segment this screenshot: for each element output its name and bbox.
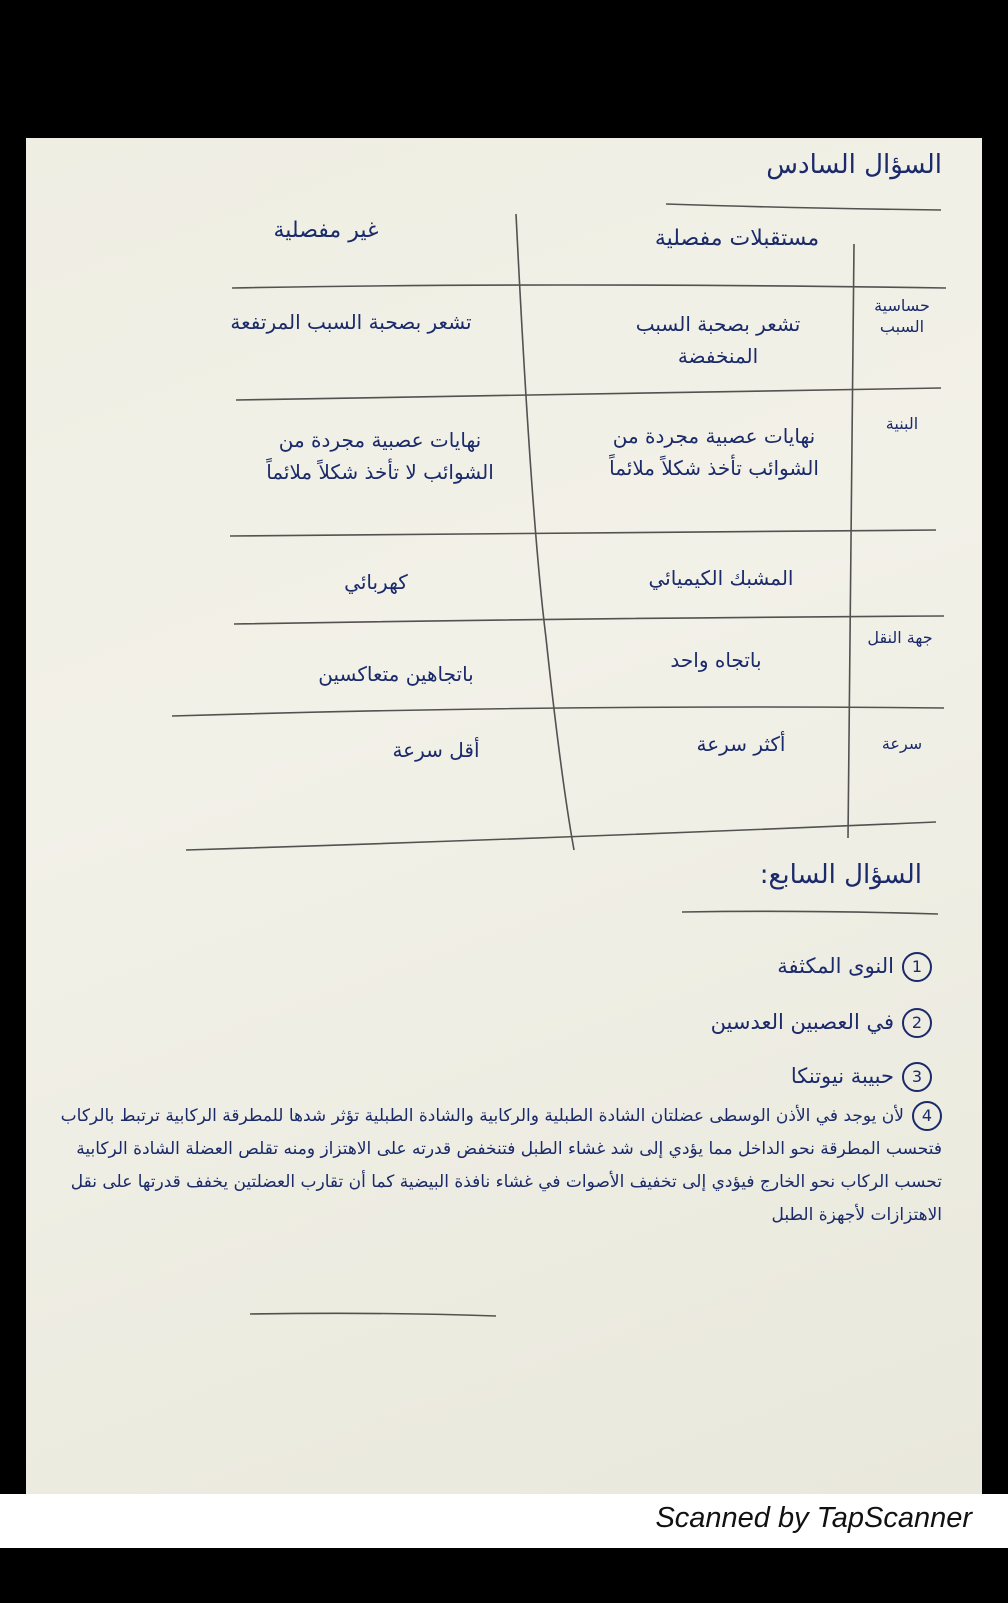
row-label-sensitivity: حساسية السبب <box>874 296 930 336</box>
col-header-nonarticular: غير مفصلية <box>273 218 379 243</box>
row3-col2: كهربائي <box>344 570 408 594</box>
row1-col1: تشعر بصحبة السبب المنخفضة <box>635 312 801 368</box>
answer-number-4: 4 <box>912 1101 942 1131</box>
row2-col1: نهايات عصبية مجردة من الشوائب تأخذ شكلاً ملائماً <box>609 424 819 480</box>
top-black-bar <box>0 0 1008 118</box>
row4-col1: باتجاه واحد <box>670 648 762 672</box>
row5-col1: أكثر سرعة <box>696 732 786 756</box>
scanner-watermark: Scanned by TapScanner <box>655 1502 972 1534</box>
row4-col2: باتجاهين متعاكسين <box>318 662 474 686</box>
answer-2-text: في العصبين العدسين <box>710 1010 894 1034</box>
row2-col2: نهايات عصبية مجردة من الشوائب لا تأخذ شكلاً ملائماً <box>266 428 494 484</box>
answer-4-text: لأن يوجد في الأذن الوسطى عضلتان الشادة الطبلية والركابية والشادة الطبلية تؤثر شدها للمطرقة الركابية ترتبط بالركاب فتحسب المطرقة نحو الداخل مما يؤدي إلى شد غشاء الطبل فتنخفض قدرته على الاهتزاز ومنه تقلص العضلة الشادة الركابية تحسب الركاب نحو الخارج فيؤدي إلى تخفيف الأصوات في غشاء نافذة البيضية كما أن تقارب العضلتين يخفف قدرتها على نقل الاهتزازات لأجهزة الطبل <box>60 1106 942 1225</box>
answer-2 <box>711 1008 932 1038</box>
answer-1-text: النوى المكثفة <box>777 954 894 978</box>
answer-3-text: حبيبة نيوتنكا <box>790 1064 894 1088</box>
question6-title: السؤال السادس <box>766 150 942 180</box>
row3-col1: المشبك الكيميائي <box>648 566 794 590</box>
col-header-articular: مستقبلات مفصلية <box>654 226 820 251</box>
question7-title: السؤال السابع: <box>759 860 922 890</box>
scanned-paper <box>26 138 982 1494</box>
table-lines <box>26 138 982 1494</box>
row-label-structure: البنية <box>885 414 919 433</box>
bottom-black-bar <box>0 1548 1008 1603</box>
row-label-direction: جهة النقل <box>867 628 933 647</box>
row5-col2: أقل سرعة <box>392 738 480 762</box>
answer-1 <box>777 952 932 982</box>
scanner-footer <box>0 1494 1008 1548</box>
answer-3 <box>791 1062 932 1092</box>
answer-number-3: 3 <box>902 1062 932 1092</box>
row1-col2: تشعر بصحبة السبب المرتفعة <box>230 310 472 334</box>
answer-number-1: 1 <box>902 952 932 982</box>
answer-number-2: 2 <box>902 1008 932 1038</box>
answer-4 <box>46 1100 942 1232</box>
row-label-speed: سرعة <box>881 734 923 753</box>
